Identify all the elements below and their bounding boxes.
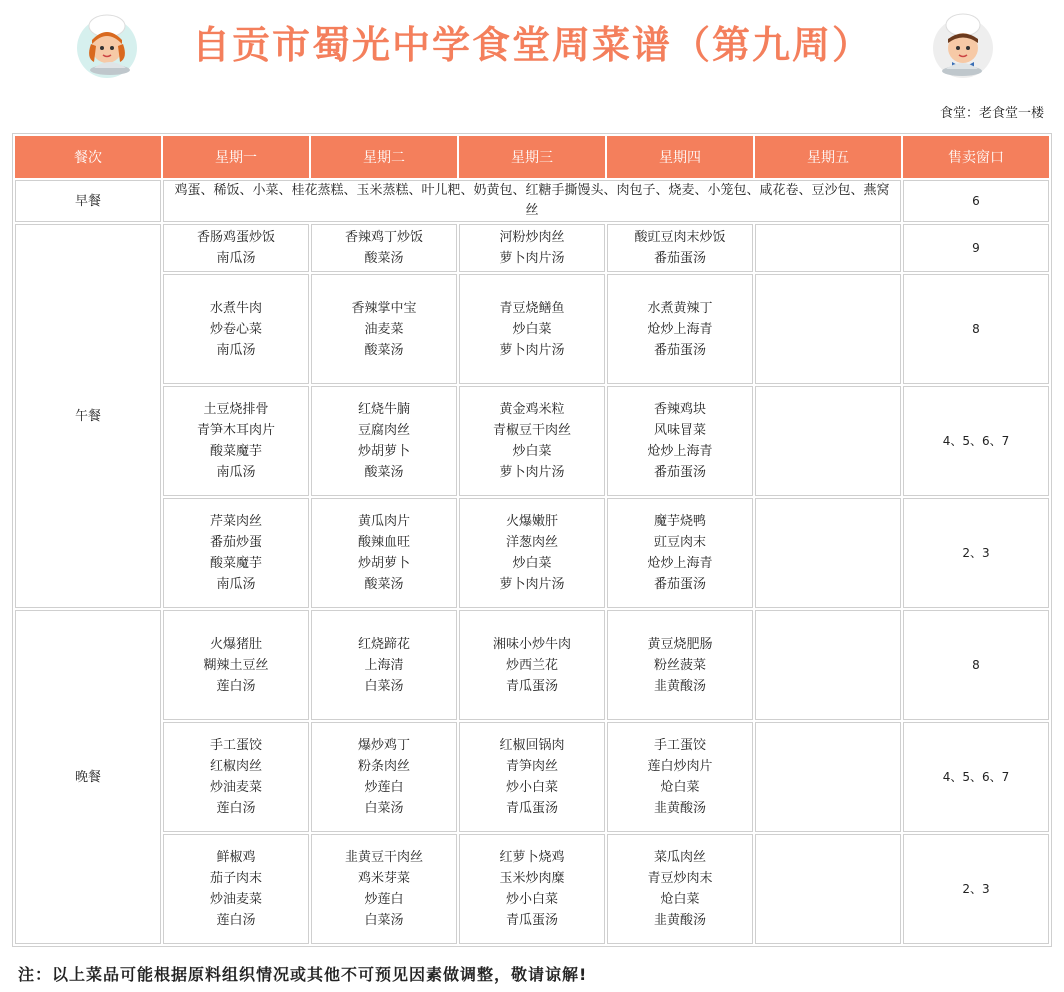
- dish-item: 酸菜魔芋: [209, 556, 262, 571]
- dish-item: 青豆炒肉末: [647, 871, 713, 886]
- dish-item: 河粉炒肉丝: [499, 230, 565, 245]
- dish-item: 炝炒上海青: [647, 321, 713, 337]
- dish-item: 番茄蛋汤: [653, 251, 706, 266]
- dish-cell-wednesday: [459, 224, 605, 272]
- dish-cell-monday: [163, 610, 309, 720]
- dish-cell-thursday: [607, 386, 753, 496]
- dish-item: 茄子肉末: [209, 871, 262, 886]
- header-monday: 星期一: [163, 136, 309, 178]
- dish-item: 青豆烧鳝鱼: [499, 300, 565, 316]
- dish-item: 香辣鸡块: [653, 402, 706, 417]
- dish-item: 炝炒上海青: [647, 444, 713, 459]
- dish-item: 香辣鸡丁炒饭: [344, 230, 423, 245]
- window-cell: 2、3: [903, 498, 1049, 608]
- dish-item: 菜瓜肉丝: [653, 850, 706, 865]
- dish-cell-thursday: [607, 274, 753, 384]
- dish-cell-tuesday: [311, 274, 457, 384]
- dish-item: 炒小白菜: [505, 780, 558, 795]
- dish-item: 豇豆肉末: [653, 535, 706, 550]
- dish-item: 南瓜汤: [216, 465, 256, 480]
- header-window: 售卖窗口: [903, 136, 1049, 178]
- dish-item: 香辣掌中宝: [351, 300, 417, 316]
- window-cell: 2、3: [903, 834, 1049, 944]
- dish-item: 番茄蛋汤: [653, 342, 706, 358]
- dish-item: 炒莲白: [364, 780, 404, 795]
- lunch-row: [15, 224, 1049, 272]
- dish-cell-monday: [163, 722, 309, 832]
- dish-item: 萝卜肉片汤: [499, 342, 565, 358]
- dish-item: 炝白菜: [660, 892, 700, 907]
- dish-item: 水煮牛肉: [209, 300, 262, 316]
- header-meal: 餐次: [15, 136, 161, 178]
- dish-cell-tuesday: [311, 610, 457, 720]
- dish-cell-monday: [163, 274, 309, 384]
- window-cell: 8: [903, 274, 1049, 384]
- dish-item: 风味冒菜: [653, 423, 706, 438]
- dish-cell-wednesday: [459, 610, 605, 720]
- dish-item: 粉条肉丝: [357, 759, 410, 774]
- dish-item: 玉米炒肉糜: [499, 871, 565, 886]
- dish-item: 韭黄豆干肉丝: [344, 850, 423, 865]
- header-tuesday: 星期二: [311, 136, 457, 178]
- footer-note: 注：以上菜品可能根据原料组织情况或其他不可预见因素做调整，敬请谅解!: [18, 965, 588, 984]
- dish-item: 酸菜汤: [364, 251, 404, 266]
- dish-cell-thursday: [607, 834, 753, 944]
- dish-item: 番茄蛋汤: [653, 577, 706, 592]
- dish-cell-friday: [755, 224, 901, 272]
- dish-item: 火爆猪肚: [209, 636, 262, 652]
- dish-item: 炒白菜: [512, 444, 552, 459]
- window-cell: 9: [903, 224, 1049, 272]
- dish-item: 糊辣土豆丝: [203, 657, 269, 673]
- dish-item: 萝卜肉片汤: [499, 465, 565, 480]
- dish-cell-thursday: [607, 722, 753, 832]
- dish-item: 手工蛋饺: [209, 738, 262, 753]
- dish-cell-friday: [755, 722, 901, 832]
- dish-item: 酸菜汤: [364, 465, 404, 480]
- dish-item: 青瓜蛋汤: [505, 678, 558, 694]
- dish-item: 炒小白菜: [505, 892, 558, 907]
- lunch-row: [15, 498, 1049, 608]
- dish-item: 炒油麦菜: [209, 892, 262, 907]
- dish-item: 韭黄酸汤: [653, 801, 706, 816]
- dish-item: 炒白菜: [512, 556, 552, 571]
- dish-item: 炝炒上海青: [647, 556, 713, 571]
- dish-item: 萝卜肉片汤: [499, 577, 565, 592]
- dish-item: 水煮黄辣丁: [647, 300, 713, 316]
- dish-item: 豆腐肉丝: [357, 423, 410, 438]
- dish-item: 南瓜汤: [216, 342, 256, 358]
- dish-item: 番茄蛋汤: [653, 465, 706, 480]
- dish-item: 白菜汤: [364, 678, 404, 694]
- dish-cell-friday: [755, 498, 901, 608]
- dish-item: 红椒肉丝: [209, 759, 262, 774]
- dish-item: 酸豇豆肉末炒饭: [634, 230, 726, 245]
- dish-item: 青瓜蛋汤: [505, 801, 558, 816]
- dish-item: 红烧牛腩: [357, 402, 410, 417]
- dish-cell-friday: [755, 834, 901, 944]
- dish-cell-monday: [163, 498, 309, 608]
- dish-item: 红烧蹄花: [357, 636, 410, 652]
- dish-item: 韭黄酸汤: [653, 678, 706, 694]
- dish-cell-friday: [755, 610, 901, 720]
- dish-cell-wednesday: [459, 722, 605, 832]
- lunch-row: [15, 386, 1049, 496]
- dish-cell-thursday: [607, 498, 753, 608]
- dish-item: 白菜汤: [364, 801, 404, 816]
- dinner-row: [15, 610, 1049, 720]
- dish-cell-friday: [755, 386, 901, 496]
- meal-lunch: 午餐: [15, 224, 161, 608]
- dish-item: 青椒豆干肉丝: [492, 423, 571, 438]
- canteen-label: 食堂：老食堂一楼: [939, 106, 1044, 121]
- dish-item: 油麦菜: [364, 321, 404, 337]
- dish-item: 炒莲白: [364, 892, 404, 907]
- lunch-row: [15, 274, 1049, 384]
- meal-dinner: 晚餐: [15, 610, 161, 944]
- menu-table: [12, 133, 1052, 947]
- window-cell: 8: [903, 610, 1049, 720]
- header-row: [15, 136, 1049, 178]
- dish-item: 莲白汤: [216, 913, 256, 928]
- window-cell: 6: [903, 180, 1049, 222]
- dish-cell-thursday: [607, 224, 753, 272]
- dish-item: 粉丝菠菜: [653, 657, 706, 673]
- dish-item: 爆炒鸡丁: [357, 738, 410, 753]
- dish-item: 鸡米芽菜: [357, 871, 410, 886]
- dish-cell-tuesday: [311, 386, 457, 496]
- dish-item: 黄金鸡米粒: [499, 402, 565, 417]
- dish-item: 炒油麦菜: [209, 780, 262, 795]
- dinner-row: [15, 722, 1049, 832]
- dish-item: 湘味小炒牛肉: [492, 636, 571, 652]
- dish-item: 红椒回锅肉: [499, 738, 565, 753]
- dish-item: 手工蛋饺: [653, 738, 706, 753]
- dish-cell-thursday: [607, 610, 753, 720]
- dish-item: 黄豆烧肥肠: [647, 636, 713, 652]
- header-friday: 星期五: [755, 136, 901, 178]
- dish-cell-tuesday: [311, 498, 457, 608]
- dish-item: 酸菜汤: [364, 577, 404, 592]
- dish-item: 莲白汤: [216, 801, 256, 816]
- dish-item: 炒白菜: [512, 321, 552, 337]
- breakfast-row: [15, 180, 1049, 222]
- dish-cell-friday: [755, 274, 901, 384]
- header-thursday: 星期四: [607, 136, 753, 178]
- dish-cell-monday: [163, 224, 309, 272]
- dish-item: 酸菜汤: [364, 342, 404, 358]
- dish-cell-tuesday: [311, 224, 457, 272]
- dish-item: 香肠鸡蛋炒饭: [196, 230, 275, 245]
- meal-breakfast: 早餐: [15, 180, 161, 222]
- window-cell: 4、5、6、7: [903, 722, 1049, 832]
- header-wednesday: 星期三: [459, 136, 605, 178]
- dish-item: 红萝卜烧鸡: [499, 850, 565, 865]
- dish-item: 酸辣血旺: [357, 535, 410, 550]
- dish-item: 炒胡萝卜: [357, 556, 410, 571]
- page-title: 自贡市蜀光中学食堂周菜谱（第九周）: [191, 23, 872, 67]
- dish-item: 青笋木耳肉片: [196, 423, 275, 438]
- dish-item: 土豆烧排骨: [203, 402, 269, 417]
- dinner-row: [15, 834, 1049, 944]
- dish-item: 芹菜肉丝: [209, 514, 262, 529]
- dish-item: 韭黄酸汤: [653, 913, 706, 928]
- dish-item: 番茄炒蛋: [209, 535, 262, 550]
- dish-cell-monday: [163, 386, 309, 496]
- dish-item: 南瓜汤: [216, 251, 256, 266]
- dish-item: 酸菜魔芋: [209, 444, 262, 459]
- dish-item: 洋葱肉丝: [505, 535, 558, 550]
- dish-item: 炝白菜: [660, 780, 700, 795]
- dish-item: 萝卜肉片汤: [499, 251, 565, 266]
- dish-cell-monday: [163, 834, 309, 944]
- dish-cell-wednesday: [459, 386, 605, 496]
- dish-item: 魔芋烧鸭: [653, 514, 706, 529]
- dish-item: 黄瓜肉片: [357, 514, 410, 529]
- dish-item: 青瓜蛋汤: [505, 913, 558, 928]
- dish-item: 莲白汤: [216, 678, 256, 694]
- dish-cell-wednesday: [459, 834, 605, 944]
- dish-cell-tuesday: [311, 834, 457, 944]
- dish-item: 南瓜汤: [216, 577, 256, 592]
- dish-item: 莲白炒肉片: [647, 759, 713, 774]
- dish-item: 上海清: [364, 657, 404, 673]
- dish-item: 炒胡萝卜: [357, 444, 410, 459]
- dish-item: 炒卷心菜: [209, 321, 262, 337]
- dish-cell-wednesday: [459, 498, 605, 608]
- dish-cell-tuesday: [311, 722, 457, 832]
- dish-item: 白菜汤: [364, 913, 404, 928]
- dish-item: 鲜椒鸡: [216, 850, 256, 865]
- breakfast-items: 鸡蛋、稀饭、小菜、桂花蒸糕、玉米蒸糕、叶儿粑、奶黄包、红糖手撕馒头、肉包子、烧麦、小笼包、咸花卷、豆沙包、燕窝丝: [163, 180, 901, 222]
- dish-cell-wednesday: [459, 274, 605, 384]
- dish-item: 火爆嫩肝: [505, 514, 558, 529]
- dish-item: 青笋肉丝: [505, 759, 558, 774]
- dish-item: 炒西兰花: [505, 657, 558, 673]
- window-cell: 4、5、6、7: [903, 386, 1049, 496]
